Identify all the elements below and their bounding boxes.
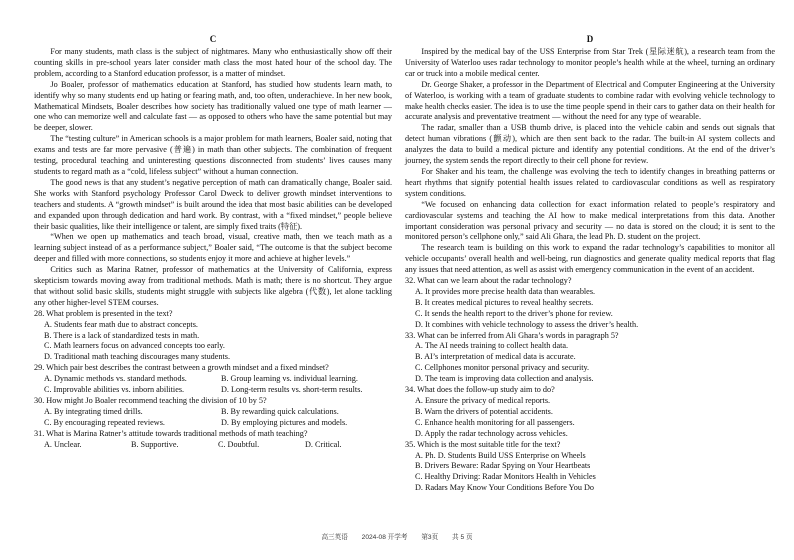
footer-total: 共 5 页 (452, 534, 473, 541)
answer-option[interactable]: C. Doubtful. (218, 439, 260, 449)
paragraph: For many students, math class is the subject of nightmares. Many who enthusiastically show off their counting skills in pre-school years later consider math class the most hated hour of the school day. The problem, according to a Stanford education professor, is a matter of mindset. (34, 47, 392, 78)
answer-option[interactable]: C. Math learners focus on advanced concepts too early. (44, 341, 225, 351)
question (405, 385, 775, 440)
passage-c-questions (34, 309, 392, 451)
question (34, 363, 392, 396)
passage-d-column (405, 34, 775, 494)
footer-exam: 2024-08 开学考 (361, 534, 408, 541)
passage-d-body (405, 47, 775, 276)
answer-option[interactable]: D. By employing pictures and models. (221, 417, 348, 427)
answer-option[interactable]: D. Apply the radar technology across vehicles. (415, 428, 568, 438)
paragraph: The “testing culture” in American schools is a major problem for math learners, Boaler said, noting that exams and tests are far more pervasive (普遍) in math than other subjects. The combination of frequent testing, procedural teaching and uninteresting questions disconnected from students’ lives causes many students to regard math as a “cold, lifeless subject” without a human connection. (34, 134, 392, 176)
answer-option[interactable]: D. Traditional math teaching discourages many students. (44, 352, 231, 362)
passage-c-body (34, 47, 392, 309)
question-stem: 33. What can be inferred from Ali Ghara’s words in paragraph 5? (405, 330, 619, 340)
paragraph: The research team is building on this work to expand the radar technology’s capabilities to monitor all vehicle occupants’ overall health and well-being, run diagnostics and generate quality medical reports that flag any issues that need attention, as well as assist with emergency communication in the event of an accident. (405, 243, 775, 275)
question-stem: 34. What does the follow-up study aim to do? (405, 385, 555, 395)
answer-option[interactable]: D. The team is improving data collection and analysis. (415, 374, 594, 384)
answer-option[interactable]: B. It creates medical pictures to reveal healthy secrets. (415, 297, 594, 307)
answer-option[interactable]: A. Unclear. (44, 439, 82, 449)
answer-option[interactable]: D. Radars May Know Your Conditions Before You Do (415, 483, 594, 493)
answer-option[interactable]: A. The AI needs training to collect health data. (415, 341, 569, 351)
answer-option[interactable]: B. AI’s interpretation of medical data is accurate. (415, 352, 576, 362)
passage-c-column (34, 34, 392, 451)
answer-option[interactable]: B. Group learning vs. individual learning. (221, 374, 358, 384)
answer-option[interactable]: C. Cellphones monitor personal privacy and security. (415, 363, 590, 373)
answer-option[interactable]: A. Dynamic methods vs. standard methods. (44, 374, 187, 384)
question-stem: 31. What is Marina Ratner’s attitude towards traditional methods of math teaching? (34, 428, 308, 438)
passage-c-label: C (209, 34, 217, 44)
paragraph: Inspired by the medical bay of the USS Enterprise from Star Trek (星际迷航), a research team from the University of Waterloo uses radar technology to monitor people’s health while at the wheel, turning an ordinary car or truck into a mobile medical center. (405, 47, 775, 78)
answer-option[interactable]: B. Warn the drivers of potential accidents. (415, 406, 553, 416)
question (405, 331, 775, 386)
paragraph: The radar, smaller than a USB thumb drive, is placed into the vehicle cabin and sends out signals that detect human vibrations (颤动), which are then sent back to the radar. The built-in AI system collects and analyzes the data to build a medical picture and identify any potential conditions. At the end of the driver’s journey, the system sends the report directly to their cell phone for review. (405, 123, 775, 166)
answer-option[interactable]: D. Long-term results vs. short-term results. (221, 385, 363, 395)
question-stem: 30. How might Jo Boaler recommend teaching the division of 10 by 5? (34, 396, 267, 405)
paragraph: The good news is that any student’s negative perception of math can dramatically change, Boaler said. She works with Stanford psychology Professor Carol Dweck to deliver growth mindset interventions to teachers and students. A “growth mindset” is built around the idea that most basic abilities can be developed and expanded upon through dedication and hard work. By contrast, with a “fixed mindset,” people believe their basic qualities, like their intelligence or talent, are simply fixed traits (特征). (34, 177, 392, 231)
passage-d-questions (405, 276, 775, 494)
answer-option[interactable]: C. By encouraging repeated reviews. (44, 417, 165, 427)
paragraph: “When we open up mathematics and teach broad, visual, creative math, then we teach math as a learning subject instead of as a performance subject,” Boaler said, “The outcome is that the subject become deeper and filled with more connections, so students enjoy it more and achieve at higher levels.” (34, 232, 392, 264)
question-stem: 28. What problem is presented in the text? (34, 308, 173, 318)
answer-option[interactable]: A. Students fear math due to abstract concepts. (44, 319, 198, 329)
answer-option[interactable]: A. Ensure the privacy of medical reports. (415, 396, 551, 405)
passage-d-label: D (586, 34, 594, 44)
answer-option[interactable]: A. Ph. D. Students Build USS Enterprise on Wheels (415, 450, 586, 460)
answer-option[interactable]: D. It combines with vehicle technology to assess the driver’s health. (415, 319, 639, 329)
answer-option[interactable]: C. Enhance health monitoring for all passengers. (415, 417, 575, 427)
answer-option[interactable]: B. Supportive. (131, 439, 179, 449)
answer-option[interactable]: A. It provides more precise health data than wearables. (415, 286, 596, 296)
answer-option[interactable]: C. Improvable abilities vs. inborn abilities. (44, 385, 185, 395)
answer-option[interactable]: C. It sends the health report to the driver’s phone for review. (415, 308, 613, 318)
question (405, 440, 775, 495)
question (34, 396, 392, 429)
question-stem: 35. Which is the most suitable title for the text? (405, 439, 561, 449)
question-stem: 32. What can we learn about the radar technology? (405, 276, 572, 286)
question (34, 309, 392, 364)
answer-option[interactable]: B. Drivers Beware: Radar Spying on Your Heartbeats (415, 461, 591, 471)
paragraph: For Shaker and his team, the challenge was evolving the tech to identify changes in breathing patterns or heart rhythms that signify potential health issues related to cardiovascular conditions as well as respiratory system conditions. (405, 166, 775, 198)
question (405, 276, 775, 331)
answer-option[interactable]: B. By rewarding quick calculations. (221, 406, 339, 416)
page-footer (0, 531, 794, 541)
answer-option[interactable]: C. Healthy Driving: Radar Monitors Health in Vehicles (415, 472, 596, 482)
footer-subject: 高三英语 (321, 534, 348, 541)
question-stem: 29. Which pair best describes the contrast between a growth mindset and a fixed mindset? (34, 363, 329, 373)
paragraph: Jo Boaler, professor of mathematics education at Stanford, has studied how students learn math, to identify why so many students end up hating or fearing math, and, too often, underachieve. In her new book, Mathematical Mindsets, Boaler describes how society has traditionally valued one type of math learner — one who can memorize well and calculate fast — as opposed to others who have the same potential but may be deeper, slower. (34, 79, 392, 133)
answer-option[interactable]: A. By integrating timed drills. (44, 406, 143, 416)
question (34, 429, 392, 451)
paragraph: Dr. George Shaker, a professor in the Department of Electrical and Computer Engineering at the University of Waterloo, is working with a team of graduate students to combine radar with evolving vehicle technology to make health checks easier. The idea is to use the time people spend in their cars to gather data on their health for accurate analysis and preventative treatment — without the need for any type of wearable. (405, 79, 775, 122)
paragraph: “We focused on enhancing data collection for exact information related to people’s respiratory and cardiovascular systems and teaching the AI how to make medical interpretations from this data. Another important consideration was personal privacy and security — no data is stored on the cloud; it is sent to the monitored person’s cellphone only,” said Ali Ghara, the lead Ph. D. student on the project. (405, 199, 775, 242)
answer-option[interactable]: D. Critical. (305, 439, 342, 449)
footer-page: 第3页 (421, 534, 439, 541)
answer-option[interactable]: B. There is a lack of standardized tests in math. (44, 330, 200, 340)
paragraph: Critics such as Marina Ratner, professor of mathematics at the University of California, express skepticism towards moving away from traditional methods. Math is math; there is no shortcut. They argue that without solid basic skills, students might struggle with subjects like algebra (代数), let alone tackling any other higher-level STEM courses. (34, 265, 392, 307)
